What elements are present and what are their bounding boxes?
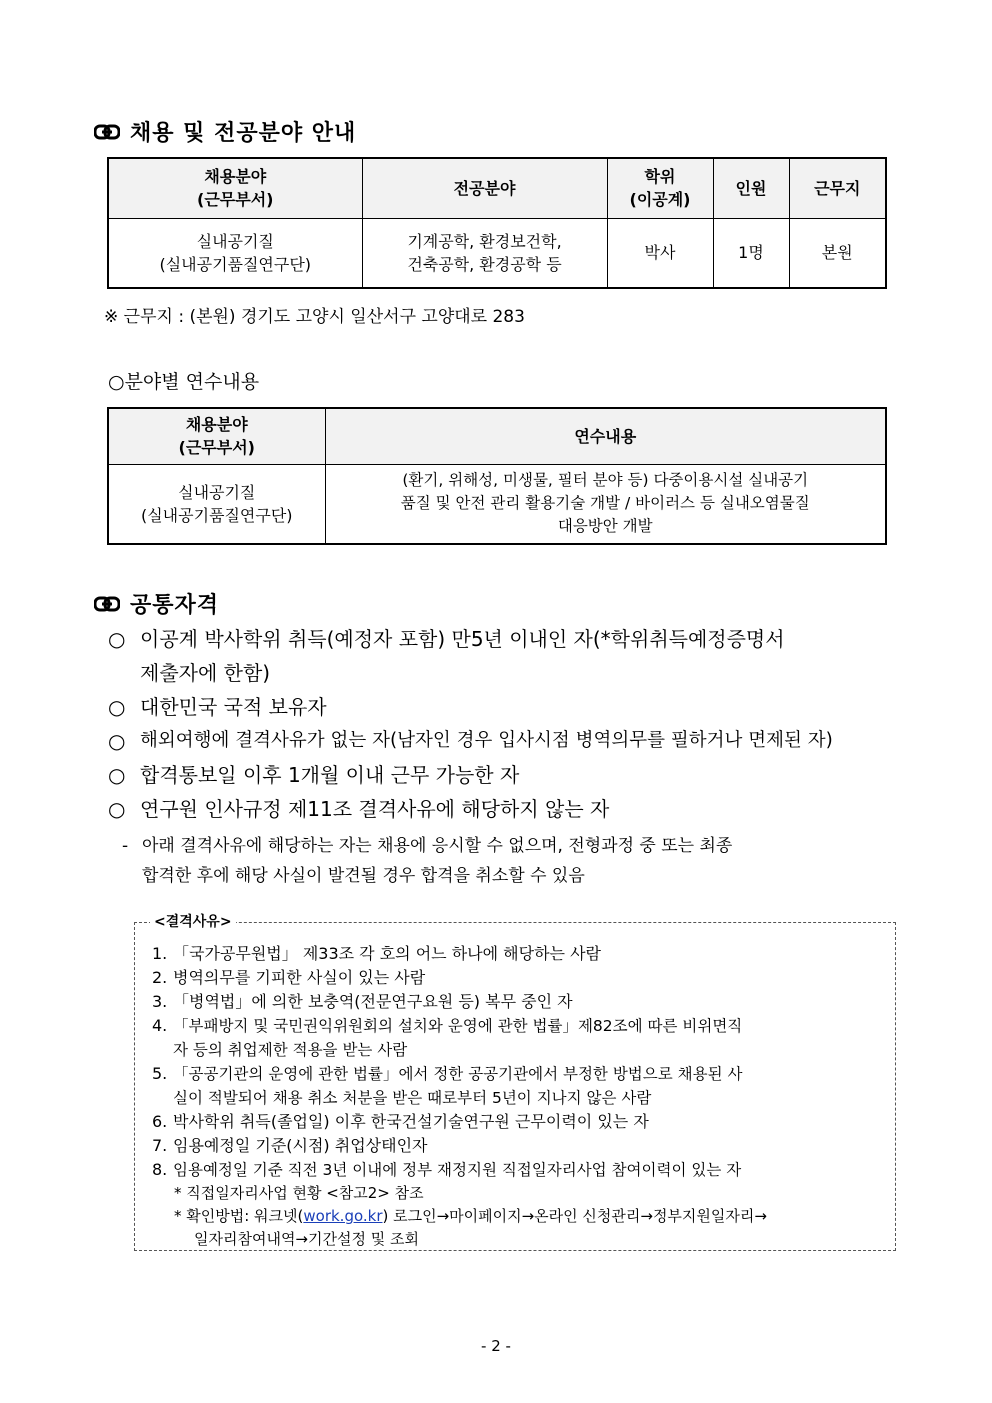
table-header-row — [108, 408, 886, 464]
cell-location: 본원 — [789, 218, 886, 288]
bullet-mark: ○ — [108, 797, 126, 821]
bullet-mark: ○ — [108, 695, 126, 719]
list-item — [152, 942, 888, 966]
item-text: 임용예정일 기준(시점) 취업상태인자 — [173, 1136, 428, 1155]
section-title-text: 공통자격 — [130, 593, 220, 618]
item-text: 「부패방지 및 국민권익위원회의 설치와 운영에 관한 법률」제82조에 따른 비위면직 자 등의 취업제한 적용을 받는 사람 — [173, 1017, 743, 1059]
item-number: 2. — [152, 968, 168, 987]
cell-degree: 박사 — [607, 218, 713, 288]
header-major: 전공분야 — [362, 158, 607, 218]
bullet-text: 이공계 박사학위 취득(예정자 포함) 만5년 이내인 자(*학위취득예정증명서 제출자에 한함) — [140, 627, 785, 685]
item-number: 4. — [152, 1016, 168, 1035]
bullet-text: 합격통보일 이후 1개월 이내 근무 가능한 자 — [140, 763, 520, 787]
list-item — [152, 1134, 888, 1158]
header-location: 근무지 — [789, 158, 886, 218]
box-title: <결격사유> — [150, 911, 236, 931]
header-field: 채용분야 (근무부서) — [108, 158, 362, 218]
sub-mark: - — [122, 836, 129, 856]
list-item — [108, 622, 898, 690]
table-row — [108, 464, 886, 544]
check-prefix: * 확인방법: 워크넷( — [174, 1207, 304, 1225]
header-headcount: 인원 — [713, 158, 789, 218]
list-item — [152, 966, 888, 990]
reference-note: * 직접일자리사업 현황 <참고2> 참조 — [174, 1184, 424, 1202]
header-field: 채용분야 (근무부서) — [108, 408, 325, 464]
bullet-mark: ○ — [108, 627, 126, 651]
cell-headcount: 1명 — [713, 218, 789, 288]
list-item — [152, 990, 888, 1014]
bullet-text: 대한민국 국적 보유자 — [140, 695, 327, 719]
cell-training: (환기, 위해성, 미생물, 필터 분야 등) 다중이용시설 실내공기 품질 및 안전 관리 활용기술 개발 / 바이러스 등 실내오염물질 대응방안 개발 — [325, 464, 886, 544]
page-number: - 2 - — [481, 1337, 511, 1355]
item-number: 7. — [152, 1136, 168, 1155]
header-degree: 학위 (이공계) — [607, 158, 713, 218]
check-suffix: ) 로그인→마이페이지→온라인 신청관리→정부지원일자리→ — [382, 1207, 767, 1225]
list-item — [152, 1158, 888, 1182]
link-icon — [94, 124, 120, 140]
link-icon — [94, 596, 120, 612]
check-method-note — [152, 1205, 888, 1228]
disqualification-list — [152, 942, 888, 1251]
item-number: 8. — [152, 1160, 168, 1179]
qualification-list — [108, 622, 898, 826]
list-item — [108, 724, 898, 758]
bullet-text: 연구원 인사규정 제11조 결격사유에 해당하지 않는 자 — [140, 797, 610, 821]
section-title-text: 채용 및 전공분야 안내 — [130, 121, 357, 146]
item-text: 「공공기관의 운영에 관한 법률」에서 정한 공공기관에서 부정한 방법으로 채용된 사 실이 적발되어 채용 취소 처분을 받은 때로부터 5년이 지나지 않은 사람 — [173, 1065, 743, 1107]
item-number: 3. — [152, 992, 168, 1011]
sub-note — [122, 831, 898, 891]
list-item — [108, 690, 898, 724]
list-item — [152, 1110, 888, 1134]
list-item — [108, 792, 898, 826]
worknet-link[interactable]: work.go.kr — [303, 1207, 383, 1225]
training-table — [107, 407, 887, 545]
item-text: 「국가공무원법」 제33조 각 호의 어느 하나에 해당하는 사람 — [173, 944, 601, 963]
training-title: ○분야별 연수내용 — [108, 371, 260, 393]
cell-field: 실내공기질 (실내공기품질연구단) — [108, 218, 362, 288]
check-method-line2: 일자리참여내역→기간설정 및 조회 — [194, 1230, 419, 1248]
item-text: 「병역법」에 의한 보충역(전문연구요원 등) 복무 중인 자 — [173, 992, 573, 1011]
location-note: ※ 근무지 : (본원) 경기도 고양시 일산서구 고양대로 283 — [104, 307, 525, 327]
list-item — [152, 1014, 888, 1062]
item-text: 병역의무를 기피한 사실이 있는 사람 — [173, 968, 426, 987]
recruitment-table — [107, 157, 887, 289]
list-item — [108, 758, 898, 792]
cell-field: 실내공기질 (실내공기품질연구단) — [108, 464, 325, 544]
bullet-text: 해외여행에 결격사유가 없는 자(남자인 경우 입사시점 병역의무를 필하거나 면제된 자) — [140, 730, 833, 751]
item-text: 임용예정일 기준 직전 3년 이내에 정부 재정지원 직접일자리사업 참여이력이 있는 자 — [173, 1161, 742, 1179]
table-header-row — [108, 158, 886, 218]
item-text: 박사학위 취득(졸업일) 이후 한국건설기술연구원 근무이력이 있는 자 — [173, 1112, 649, 1131]
item-number: 5. — [152, 1064, 168, 1083]
bullet-mark: ○ — [108, 763, 126, 787]
section-title-qualifications — [94, 588, 219, 619]
cell-major: 기계공학, 환경보건학, 건축공학, 환경공학 등 — [362, 218, 607, 288]
table-row — [108, 218, 886, 288]
list-item — [152, 1062, 888, 1110]
bullet-mark: ○ — [108, 729, 126, 753]
sub-text: 아래 결격사유에 해당하는 자는 채용에 응시할 수 없으며, 전형과정 중 또는 최종 합격한 후에 해당 사실이 발견될 경우 합격을 취소할 수 있음 — [142, 836, 733, 886]
section-title-recruitment — [94, 116, 356, 147]
header-training: 연수내용 — [325, 408, 886, 464]
item-number: 1. — [152, 944, 168, 963]
item-number: 6. — [152, 1112, 168, 1131]
